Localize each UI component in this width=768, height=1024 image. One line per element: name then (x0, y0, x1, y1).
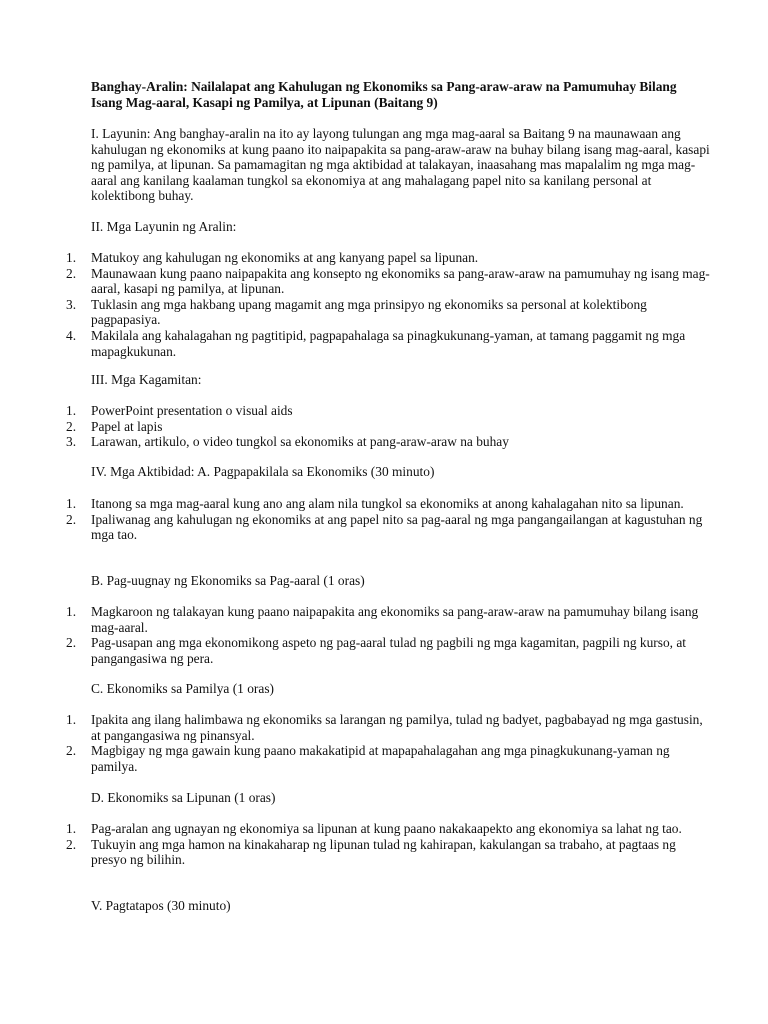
list-item (66, 265, 711, 297)
list-number: 2. (66, 836, 77, 852)
section-heading-aktibidad-d: D. Ekonomiks sa Lipunan (1 oras) (91, 790, 276, 805)
layunin-list (66, 250, 711, 359)
section-heading-kagamitan: III. Mga Kagamitan: (91, 372, 202, 387)
list-item-text: Makilala ang kahalagahan ng pagtitipid, pagpapahalaga sa pinagkukunang-yaman, at tamang paggamit ng mga mapagkukunan. (91, 327, 686, 359)
list-item-text: Pag-aralan ang ugnayan ng ekonomiya sa lipunan at kung paano nakakaapekto ang ekonomiya sa lahat ng tao. (91, 821, 682, 836)
list-number: 4. (66, 327, 77, 343)
list-item (66, 327, 711, 359)
list-number: 2. (66, 743, 77, 759)
aktibidad-d-list (66, 821, 711, 868)
list-number: 3. (66, 296, 77, 312)
list-number: 1. (66, 821, 77, 836)
list-item-text: Maunawaan kung paano naipapakita ang konsepto ng ekonomiks sa pang-araw-araw na pamumuhay ng isang mag-aaral, kasapi ng pamilya, at lipunan. (91, 265, 710, 297)
list-item (66, 434, 711, 450)
list-item (66, 403, 711, 419)
list-item (66, 743, 711, 774)
list-item-text: Tukuyin ang mga hamon na kinakaharap ng lipunan tulad ng kahirapan, kakulangan sa trabaho, at pagtaas ng presyo ng bilihin. (91, 836, 676, 868)
aktibidad-c-list (66, 712, 711, 774)
document-title: Banghay-Aralin: Nailalapat ang Kahulugan ng Ekonomiks sa Pang-araw-araw na Pamumuhay Bilang Isang Mag-aaral, Kasapi ng Pamilya, at Lipunan (Baitang 9) (91, 79, 677, 110)
layunin-paragraph: I. Layunin: Ang banghay-aralin na ito ay layong tulungan ang mga mag-aaral sa Baitang 9 na maunawaan ang kahulugan ng ekonomiks at kung paano ito naipapakita sa pang-araw-araw na buhay bilang isang mag-aaral, kasapi ng pamilya, at lipunan. Sa pamamagitan ng mga aktibidad at talakayan, inaasahang mas mapalalim ng mga mag-aaral ang kanilang kaalaman tungkol sa ekonomiya at ang mahalagang papel nito sa kanilang personal at kolektibong buhay. (91, 126, 710, 204)
section-heading-aktibidad-b: B. Pag-uugnay ng Ekonomiks sa Pag-aaral (1 oras) (91, 573, 365, 588)
section-heading-mga-layunin: II. Mga Layunin ng Aralin: (91, 219, 237, 234)
list-number: 1. (66, 496, 77, 511)
list-item-text: Larawan, artikulo, o video tungkol sa ekonomiks at pang-araw-araw na buhay (91, 434, 509, 450)
list-item-text: Magkaroon ng talakayan kung paano naipapakita ang ekonomiks sa pang-araw-araw na pamumuhay bilang isang mag-aaral. (91, 604, 699, 635)
list-item (66, 511, 711, 543)
list-item (66, 418, 711, 435)
list-number: 1. (66, 712, 77, 727)
list-number: 2. (66, 418, 77, 434)
aktibidad-a-list (66, 496, 711, 543)
list-item (66, 712, 711, 743)
list-item-text: Papel at lapis (91, 418, 163, 434)
list-number: 1. (66, 403, 77, 418)
list-item (66, 635, 711, 666)
section-heading-aktibidad-a: IV. Mga Aktibidad: A. Pagpapakilala sa Ekonomiks (30 minuto) (91, 464, 435, 479)
aktibidad-b-list (66, 604, 711, 666)
list-item (66, 296, 711, 328)
list-item-text: Pag-usapan ang mga ekonomikong aspeto ng pag-aaral tulad ng pagbili ng mga kagamitan, pagpili ng kurso, at pangangasiwa ng pera. (91, 635, 686, 666)
list-number: 2. (66, 635, 77, 651)
list-number: 2. (66, 511, 77, 527)
section-heading-aktibidad-c: C. Ekonomiks sa Pamilya (1 oras) (91, 681, 274, 696)
list-item-text: Tuklasin ang mga hakbang upang magamit ang mga prinsipyo ng ekonomiks sa personal at kolektibong pagpapasiya. (91, 296, 647, 328)
list-item (66, 250, 711, 266)
list-number: 2. (66, 265, 77, 281)
kagamitan-list (66, 403, 711, 450)
list-item-text: Matukoy ang kahulugan ng ekonomiks at ang kanyang papel sa lipunan. (91, 250, 479, 265)
list-item-text: Itanong sa mga mag-aaral kung ano ang alam nila tungkol sa ekonomiks at anong kahalagahan nito sa lipunan. (91, 496, 684, 511)
list-item-text: PowerPoint presentation o visual aids (91, 403, 293, 418)
list-number: 3. (66, 434, 77, 450)
list-number: 1. (66, 604, 77, 619)
list-item (66, 836, 711, 868)
list-item-text: Ipaliwanag ang kahulugan ng ekonomiks at ang papel nito sa pag-aaral ng mga pangangailangan at kagustuhan ng mga tao. (91, 511, 703, 543)
list-number: 1. (66, 250, 77, 265)
list-item (66, 604, 711, 635)
section-heading-pagtatapos: V. Pagtatapos (30 minuto) (91, 898, 231, 913)
list-item (66, 821, 711, 837)
list-item (66, 496, 711, 512)
list-item-text: Magbigay ng mga gawain kung paano makakatipid at mapapahalagahan ang mga pinagkukunang-yaman ng pamilya. (91, 743, 670, 774)
list-item-text: Ipakita ang ilang halimbawa ng ekonomiks sa larangan ng pamilya, tulad ng badyet, pagbabayad ng mga gastusin, at pangangasiwa ng pinansyal. (91, 712, 703, 743)
